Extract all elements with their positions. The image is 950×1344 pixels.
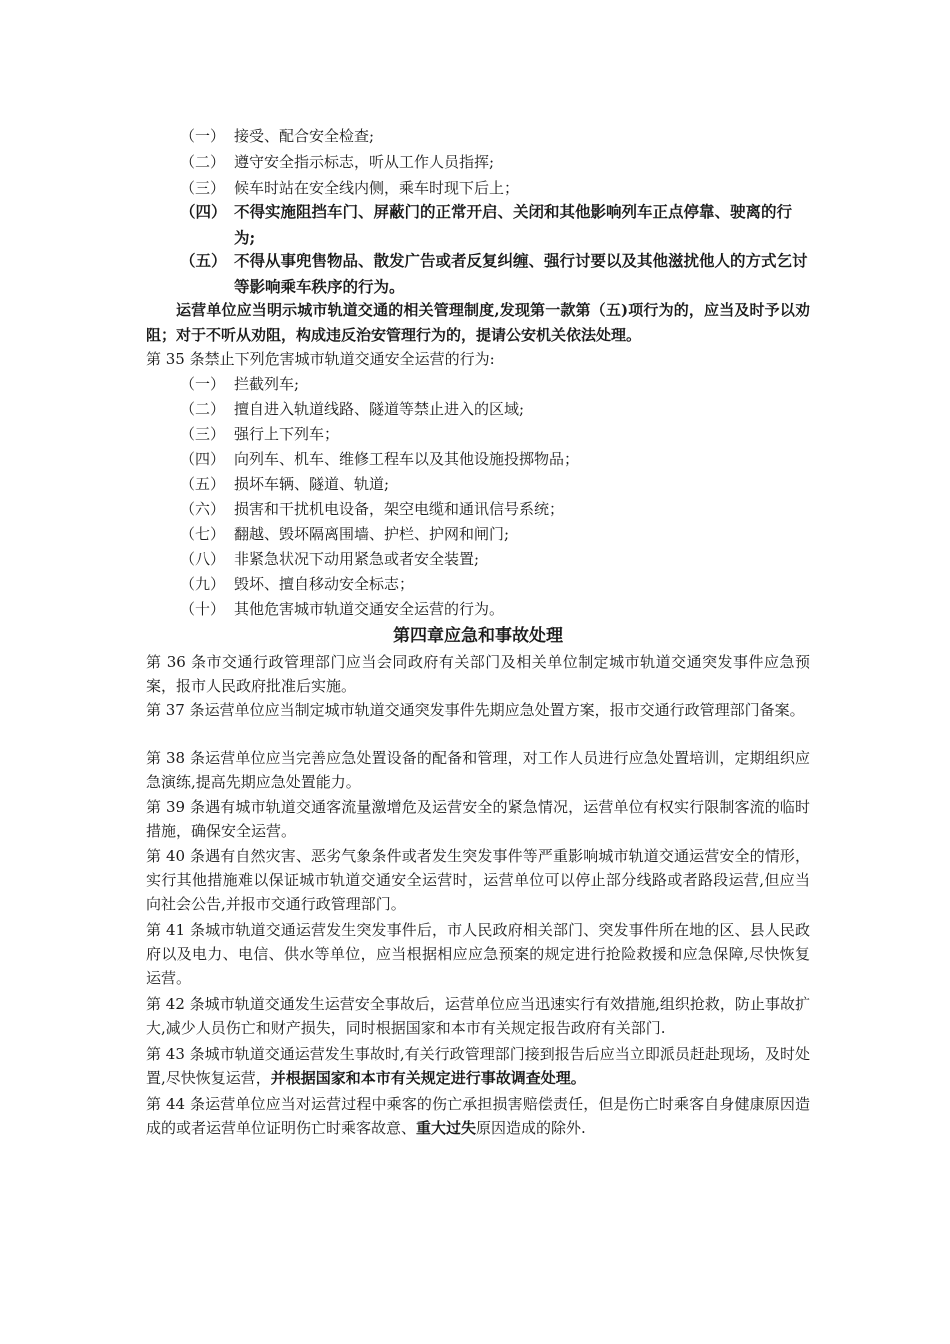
item-number: （六） xyxy=(180,500,226,518)
article-43 xyxy=(146,1042,810,1090)
item-number: （四） xyxy=(180,450,226,468)
item-text: 损坏车辆、隧道、轨道; xyxy=(234,475,390,493)
list-item xyxy=(180,572,810,596)
article-36: 第 36 条市交通行政管理部门应当会同政府有关部门及相关单位制定城市轨道交通突发事件应急预案，报市人民政府批准后实施。 xyxy=(146,653,810,695)
list-item xyxy=(180,447,810,471)
item-text: 不得从事兜售物品、散发广告或者反复纠缠、强行讨要以及其他滋扰他人的方式乞讨等影响乘车秩序的行为。 xyxy=(234,251,808,296)
item-text: 擅自进入轨道线路、隧道等禁止进入的区域; xyxy=(234,400,525,418)
list-item xyxy=(180,176,810,200)
chapter-title: 第四章应急和事故处理 xyxy=(393,626,563,646)
item-number: （八） xyxy=(180,550,226,568)
list-item xyxy=(180,397,810,421)
list-item xyxy=(180,150,810,174)
list-item xyxy=(180,522,810,546)
item-number: （二） xyxy=(180,153,226,171)
article-44-bold-text: 重大过失 xyxy=(416,1119,477,1137)
item-number: （三） xyxy=(180,425,226,443)
article-40: 第 40 条遇有自然灾害、恶劣气象条件或者发生突发事件等严重影响城市轨道交通运营安全的情形，实行其他措施难以保证城市轨道交通安全运营时，运营单位可以停止部分线路或者路段运营,但应当向社会公告,并报市交通行政管理部门。 xyxy=(146,847,810,913)
item-number: （三） xyxy=(180,179,226,197)
operator-paragraph: 运营单位应当明示城市轨道交通的相关管理制度,发现第一款第（五)项行为的，应当及时予以劝阻；对于不听从劝阻，构成违反治安管理行为的，提请公安机关依法处理。 xyxy=(146,301,810,344)
item-text: 不得实施阻挡车门、屏蔽门的正常开启、关闭和其他影响列车正点停靠、驶离的行为; xyxy=(234,202,793,247)
item-number: （四） xyxy=(180,202,227,221)
article-39: 第 39 条遇有城市轨道交通客流量激增危及运营安全的紧急情况，运营单位有权实行限制客流的临时措施，确保安全运营。 xyxy=(146,798,810,840)
item-text: 遵守安全指示标志，听从工作人员指挥; xyxy=(234,153,495,171)
list-item xyxy=(180,422,810,446)
item-number: （五） xyxy=(180,251,227,270)
item-text: 损害和干扰机电设备，架空电缆和通讯信号系统； xyxy=(234,500,565,518)
item-number: （一） xyxy=(180,127,226,145)
item-text: 翻越、毁坏隔离围墙、护栏、护网和闸门; xyxy=(234,525,510,543)
list-item xyxy=(180,199,810,251)
article-37: 第 37 条运营单位应当制定城市轨道交通突发事件先期应急处置方案，报市交通行政管理部门备案。 xyxy=(146,701,805,719)
article-42: 第 42 条城市轨道交通发生运营安全事故后，运营单位应当迅速实行有效措施,组织抢救，防止事故扩大,减少人员伤亡和财产损失，同时根据国家和本市有关规定报告政府有关部门. xyxy=(146,995,810,1037)
item-text: 接受、配合安全检查; xyxy=(234,127,375,145)
item-number: （二） xyxy=(180,400,226,418)
item-number: （五） xyxy=(180,475,226,493)
item-text: 其他危害城市轨道交通安全运营的行为。 xyxy=(234,600,505,618)
article-35: 第 35 条禁止下列危害城市轨道交通安全运营的行为: xyxy=(146,350,495,368)
list-item xyxy=(180,124,810,148)
item-text: 非紧急状况下动用紧急或者安全装置; xyxy=(234,550,480,568)
list-item xyxy=(180,372,810,396)
item-text: 拦截列车; xyxy=(234,375,300,393)
list-item xyxy=(180,547,810,571)
article-41: 第 41 条城市轨道交通运营发生突发事件后，市人民政府相关部门、突发事件所在地的区、县人民政府以及电力、电信、供水等单位，应当根据相应应急预案的规定进行抢险救援和应急保障,尽快恢复运营。 xyxy=(146,921,810,987)
article-44 xyxy=(146,1092,810,1140)
article-43-bold-text: 并根据国家和本市有关规定进行事故调查处理。 xyxy=(270,1069,586,1087)
article-44-text: 第 44 条运营单位应当对运营过程中乘客的伤亡承担损害赔偿责任，但是伤亡时乘客自身健康原因造成的或者运营单位证明伤亡时乘客故意、 xyxy=(146,1095,810,1137)
item-number: （九） xyxy=(180,575,226,593)
item-number: （一） xyxy=(180,375,226,393)
item-text: 向列车、机车、维修工程车以及其他设施投掷物品； xyxy=(234,450,580,468)
item-number: （十） xyxy=(180,600,226,618)
list-item xyxy=(180,472,810,496)
list-item xyxy=(180,248,810,300)
item-text: 强行上下列车； xyxy=(234,425,340,443)
list-item xyxy=(180,597,810,621)
article-44-text-end: 原因造成的除外. xyxy=(476,1119,586,1137)
item-number: （七） xyxy=(180,525,226,543)
article-43-text: 第 43 条城市轨道交通运营发生事故时,有关行政管理部门接到报告后应当立即派员赶赴现场，及时处置,尽快恢复运营， xyxy=(146,1045,810,1087)
item-text: 毁坏、擅自移动安全标志； xyxy=(234,575,415,593)
article-38: 第 38 条运营单位应当完善应急处置设备的配备和管理，对工作人员进行应急处置培训，定期组织应急演练,提高先期应急处置能力。 xyxy=(146,749,810,791)
list-item xyxy=(180,497,810,521)
item-text: 候车时站在安全线内侧，乘车时现下后上； xyxy=(234,179,520,197)
